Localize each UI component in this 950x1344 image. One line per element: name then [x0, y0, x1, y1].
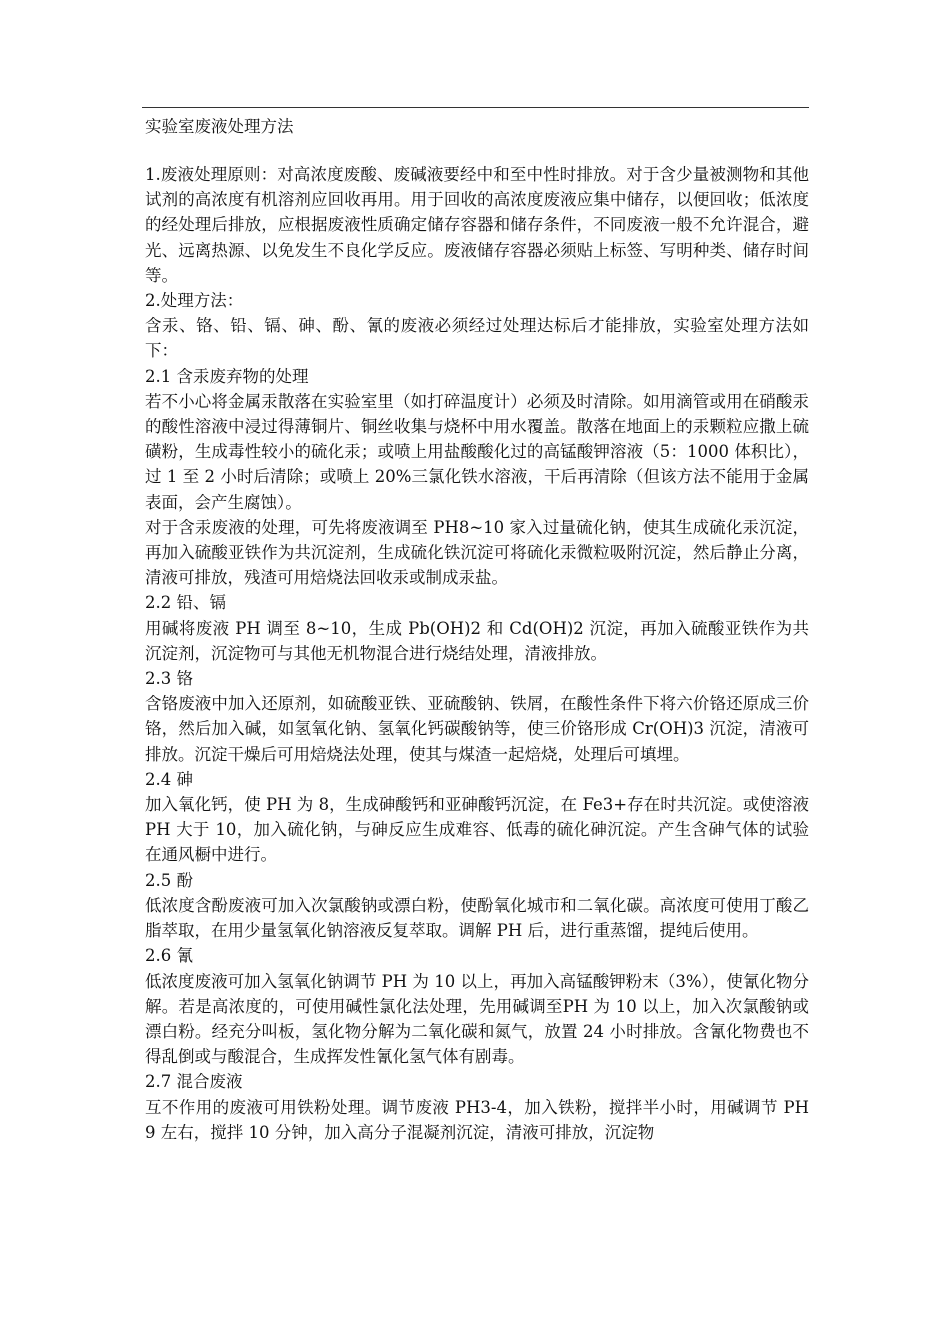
- paragraph: 低浓度废液可加入氢氧化钠调节 PH 为 10 以上，再加入高锰酸钾粉末（3%），使氰化物分解。若是高浓度的，可使用碱性氯化法处理，先用碱调至PH 为 10 以上，加入次氯酸钠或漂白粉。经充分叫板，氢化物分解为二氧化碳和氮气，放置 24 小时排放。含氰化物费也不得乱倒或与酸混合，生成挥发性氰化氢气体有剧毒。: [145, 971, 809, 1067]
- paragraph: 加入氧化钙，使 PH 为 8，生成砷酸钙和亚砷酸钙沉淀，在 Fe3+存在时共沉淀。或使溶液 PH 大于 10，加入硫化钠，与砷反应生成难容、低毒的硫化砷沉淀。产生含砷气体的试验在通风橱中进行。: [145, 795, 809, 865]
- header-rule: [142, 107, 809, 108]
- document-body: [145, 114, 809, 1145]
- document-content: [145, 162, 809, 1145]
- paragraph: 对于含汞废液的处理，可先将废液调至 PH8~10 家入过量硫化钠，使其生成硫化汞沉淀，再加入硫酸亚铁作为共沉淀剂，生成硫化铁沉淀可将硫化汞微粒吸附沉淀，然后静止分离，清液可排放，残渣可用焙烧法回收汞或制成汞盐。: [145, 517, 809, 588]
- section-heading: 2.处理方法：: [145, 291, 244, 311]
- paragraph: 含铬废液中加入还原剂，如硫酸亚铁、亚硫酸钠、铁屑，在酸性条件下将六价铬还原成三价铬，然后加入碱，如氢氧化钠、氢氧化钙碳酸钠等，使三价铬形成 Cr(OH)3 沉淀，清液可排放。沉淀干燥后可用焙烧法处理，使其与煤渣一起焙烧，处理后可填埋。: [145, 694, 809, 764]
- section-heading: 2.4 砷: [145, 769, 193, 789]
- document-title: 实验室废液处理方法: [145, 117, 294, 136]
- paragraph: 用碱将废液 PH 调至 8~10，生成 Pb(OH)2 和 Cd(OH)2 沉淀，再加入硫酸亚铁作为共沉淀剂，沉淀物可与其他无机物混合进行烧结处理，清液排放。: [145, 618, 809, 663]
- section-heading: 2.6 氰: [145, 946, 193, 966]
- paragraph: 若不小心将金属汞散落在实验室里（如打碎温度计）必须及时清除。如用滴管或用在硝酸汞的酸性溶液中浸过得薄铜片、铜丝收集与烧杯中用水覆盖。散落在地面上的汞颗粒应撒上硫磺粉，生成毒性较小的硫化汞；或喷上用盐酸酸化过的高锰酸钾溶液（5：1000 体积比），过 1 至 2 小时后清除；或喷上 20%三氯化铁水溶液，干后再清除（但该方法不能用于金属表面，会产生腐蚀）。: [145, 391, 809, 512]
- title-spacer: [145, 140, 809, 162]
- paragraph: 1.废液处理原则：对高浓度废酸、废碱液要经中和至中性时排放。对于含少量被测物和其他试剂的高浓度有机溶剂应回收再用。用于回收的高浓度废液应集中储存，以便回收；低浓度的经处理后排放，应根据废液性质确定储存容器和储存条件，不同废液一般不允许混合，避光、远离热源、以免发生不良化学反应。废液储存容器必须贴上标签、写明种类、储存时间等。: [145, 165, 809, 285]
- paragraph: 含汞、铬、铅、镉、砷、酚、氰的废液必须经过处理达标后才能排放，实验室处理方法如下：: [145, 316, 809, 361]
- paragraph: 互不作用的废液可用铁粉处理。调节废液 PH3-4，加入铁粉，搅拌半小时，用碱调节 PH 9 左右，搅拌 10 分钟，加入高分子混凝剂沉淀，清液可排放，沉淀物: [145, 1097, 809, 1142]
- paragraph: 低浓度含酚废液可加入次氯酸钠或漂白粉，使酚氧化城市和二氧化碳。高浓度可使用丁酸乙脂萃取，在用少量氢氧化钠溶液反复萃取。调解 PH 后，进行重蒸馏，提纯后使用。: [145, 895, 809, 941]
- section-heading: 2.1 含汞废弃物的处理: [145, 366, 309, 386]
- section-heading: 2.5 酚: [145, 870, 193, 890]
- section-heading: 2.7 混合废液: [145, 1072, 243, 1092]
- section-heading: 2.3 铬: [145, 669, 193, 689]
- section-heading: 2.2 铅、镉: [145, 593, 226, 613]
